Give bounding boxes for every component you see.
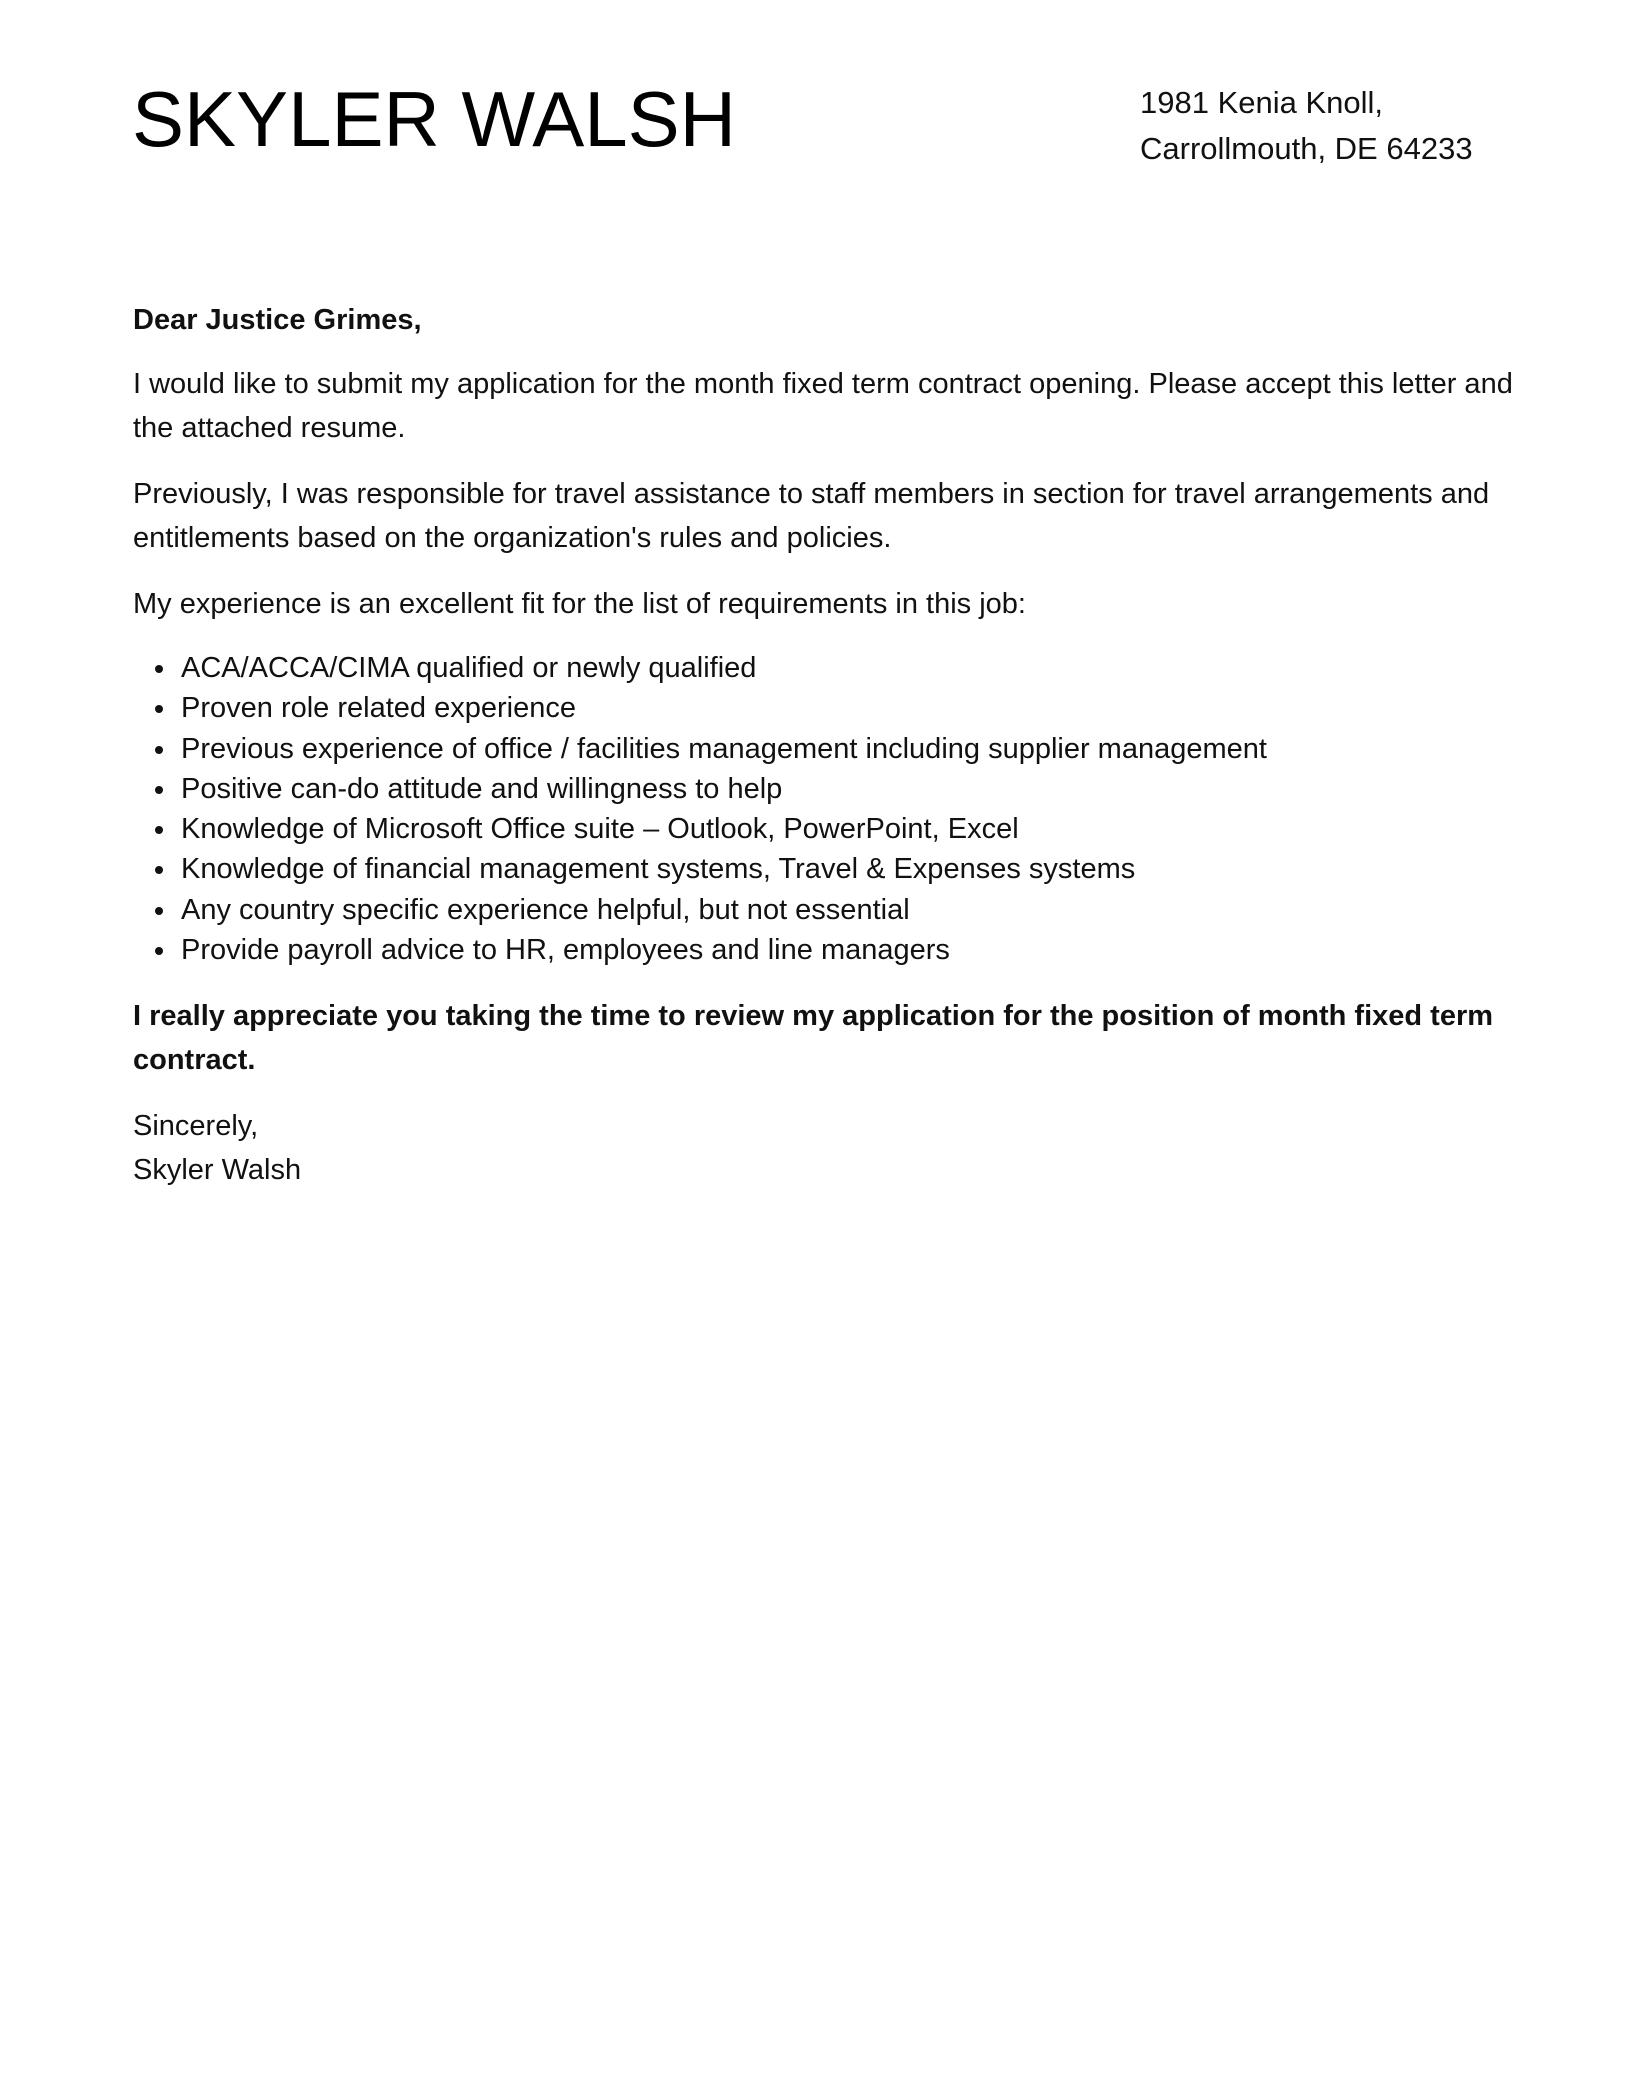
requirement-text: Previous experience of office / facilities management including supplier management [181, 732, 1267, 765]
list-item [133, 688, 1513, 728]
closing-paragraph: I really appreciate you taking the time to review my application for the position of month fixed term contract. [133, 1000, 1494, 1077]
requirement-text: ACA/ACCA/CIMA qualified or newly qualified [181, 652, 757, 684]
experience-paragraph: Previously, I was responsible for travel assistance to staff members in section for travel arrangements and entitlements based on the organization's rules and policies. [133, 478, 1490, 554]
requirement-text: Positive can-do attitude and willingness to help [181, 772, 783, 805]
list-item [133, 648, 1513, 688]
bullet-icon [155, 947, 163, 955]
requirements-list [133, 648, 1513, 970]
applicant-name: SKYLER WALSH [132, 75, 736, 163]
bullet-icon [155, 786, 163, 794]
list-item [133, 849, 1513, 889]
list-item [133, 769, 1513, 809]
requirements-intro: My experience is an excellent fit for the list of requirements in this job: [133, 588, 1026, 620]
requirement-text: Proven role related experience [181, 692, 576, 725]
list-item [133, 809, 1513, 849]
list-item [133, 729, 1513, 769]
bullet-icon [155, 665, 163, 673]
address-line-1: 1981 Kenia Knoll, [1140, 85, 1384, 120]
signoff: Sincerely, [133, 1110, 259, 1143]
requirement-text: Provide payroll advice to HR, employees and line managers [181, 934, 950, 967]
address-line-2: Carrollmouth, DE 64233 [1140, 131, 1473, 166]
applicant-address [1140, 80, 1560, 172]
requirement-text: Any country specific experience helpful, but not essential [181, 893, 910, 926]
bullet-icon [155, 705, 163, 713]
letter-body [133, 298, 1513, 1192]
bullet-icon [155, 866, 163, 874]
list-item [133, 890, 1513, 930]
intro-paragraph: I would like to submit my application for the month fixed term contract opening. Please accept this letter and the attached resume. [133, 368, 1513, 444]
requirement-text: Knowledge of financial management systems, Travel & Expenses systems [181, 853, 1136, 886]
bullet-icon [155, 746, 163, 754]
salutation: Dear Justice Grimes, [133, 304, 422, 336]
signature-name: Skyler Walsh [133, 1154, 302, 1187]
bullet-icon [155, 907, 163, 915]
requirement-text: Knowledge of Microsoft Office suite – Outlook, PowerPoint, Excel [181, 813, 1019, 846]
bullet-icon [155, 826, 163, 834]
signoff-block [133, 1104, 1513, 1192]
list-item [133, 930, 1513, 970]
